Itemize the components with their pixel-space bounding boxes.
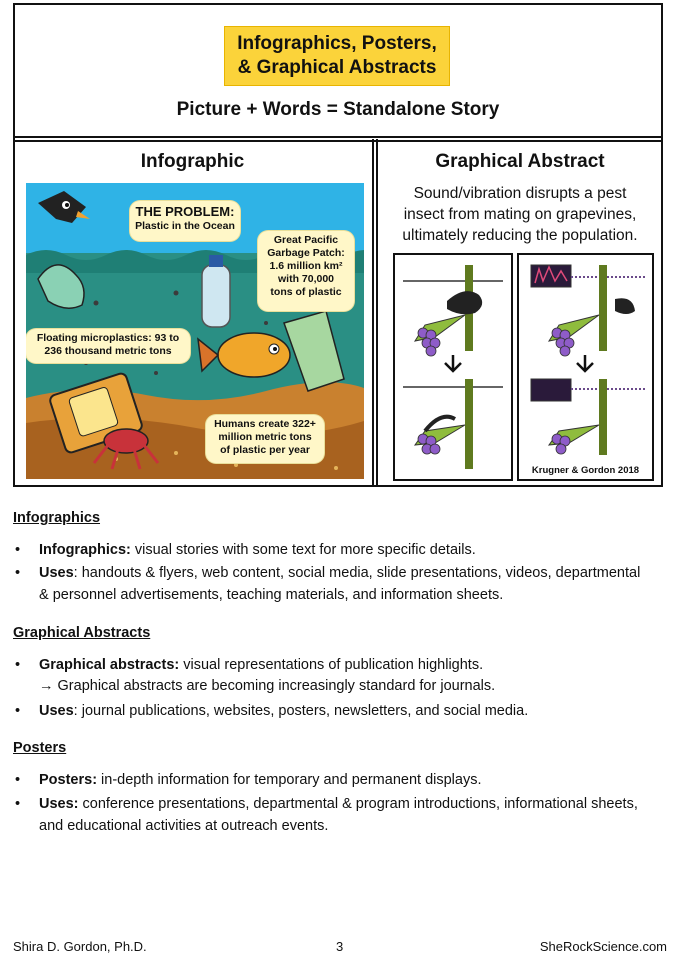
grapevine-control-image xyxy=(395,255,511,479)
footer-page-number: 3 xyxy=(336,939,344,954)
ga-panel-control xyxy=(393,253,513,481)
gp-line-3: 1.6 million km² xyxy=(269,260,343,272)
bullet-text: : journal publications, websites, posters, newsletters, and social media. xyxy=(73,703,529,719)
header-divider-bottom xyxy=(13,140,663,142)
bullet-term: Posters: xyxy=(39,772,98,788)
grapevine-vibration-image xyxy=(519,255,652,479)
gp-line-5: tons of plastic xyxy=(270,286,342,298)
bullet-graphical-abstracts-uses xyxy=(13,700,653,722)
bullet-text: visual representations of publication highlights. xyxy=(179,657,484,673)
ga-panel-treatment xyxy=(517,253,654,481)
bullet-graphical-abstracts-definition xyxy=(13,654,653,676)
problem-subtitle: Plastic in the Ocean xyxy=(135,220,235,232)
ga-desc-line-2: insect from mating on grapevines, xyxy=(403,206,637,223)
bullet-infographics-uses xyxy=(13,562,653,606)
bullet-dot: • xyxy=(15,565,21,581)
humans-line-2: million metric tons xyxy=(218,431,312,443)
bullet-infographics-definition xyxy=(13,539,653,561)
section-heading-posters: Posters xyxy=(13,740,67,756)
bullet-text: visual stories with some text for more specific details. xyxy=(130,542,476,558)
bullet-posters-definition xyxy=(13,769,653,791)
ga-desc-line-1: Sound/vibration disrupts a pest xyxy=(413,185,627,202)
humans-line-1: Humans create 322+ xyxy=(214,418,316,430)
bullet-term: Uses xyxy=(39,565,74,581)
infographic-illustration xyxy=(26,183,364,479)
footer-author: Shira D. Gordon, Ph.D. xyxy=(13,939,147,954)
section-heading-infographics: Infographics xyxy=(13,510,101,526)
page-subtitle: Picture + Words = Standalone Story xyxy=(176,99,500,120)
bullet-dot: • xyxy=(15,703,21,719)
bullet-text: conference presentations, departmental & program introductions, informational sheets, and educational activities at outreach events. xyxy=(39,796,638,834)
bullet-term: Uses: xyxy=(39,796,79,812)
micro-line-2: 236 thousand metric tons xyxy=(44,345,172,357)
page-title xyxy=(224,26,450,86)
bullet-term: Infographics: xyxy=(39,542,131,558)
bullet-posters-uses xyxy=(13,793,653,837)
ga-desc-line-3: ultimately reducing the population. xyxy=(402,227,638,244)
callout-garbage-patch xyxy=(258,231,354,311)
section-heading-graphical-abstracts: Graphical Abstracts xyxy=(13,625,151,641)
gp-line-1: Great Pacific xyxy=(273,234,339,246)
bullet-term: Uses xyxy=(39,703,74,719)
callout-humans-create xyxy=(206,415,324,463)
graphical-abstract-heading: Graphical Abstract xyxy=(435,151,605,172)
bullet-dot: • xyxy=(15,542,21,558)
gp-line-2: Garbage Patch: xyxy=(267,247,345,259)
infographic-heading: Infographic xyxy=(140,151,245,172)
problem-title: THE PROBLEM: xyxy=(135,204,235,219)
footer-website: SheRockScience.com xyxy=(539,939,667,954)
callout-problem xyxy=(130,201,240,241)
graphical-abstract-description xyxy=(380,183,660,246)
title-line-2: & Graphical Abstracts xyxy=(237,57,437,78)
bullet-dot: • xyxy=(15,657,21,673)
header-divider-top xyxy=(13,136,663,138)
bullet-text: in-depth information for temporary and permanent displays. xyxy=(97,772,482,788)
bullet-dot: • xyxy=(15,772,21,788)
humans-line-3: of plastic per year xyxy=(220,444,310,456)
bullet-term: Graphical abstracts: xyxy=(39,657,180,673)
ga-credit: Krugner & Gordon 2018 xyxy=(531,465,640,476)
bullet-text: : handouts & flyers, web content, social media, slide presentations, videos, departmental & personnel advertisements, teaching materials, and information sheets. xyxy=(39,565,641,603)
bullet-dot: • xyxy=(15,796,21,812)
graphical-abstracts-arrow-note: → Graphical abstracts are becoming increasingly standard for journals. xyxy=(39,678,496,694)
title-line-1: Infographics, Posters, xyxy=(237,33,437,54)
panel-divider xyxy=(372,139,378,487)
callout-microplastics xyxy=(26,329,190,363)
micro-line-1: Floating microplastics: 93 to xyxy=(36,332,180,344)
gp-line-4: with 70,000 xyxy=(277,273,335,285)
